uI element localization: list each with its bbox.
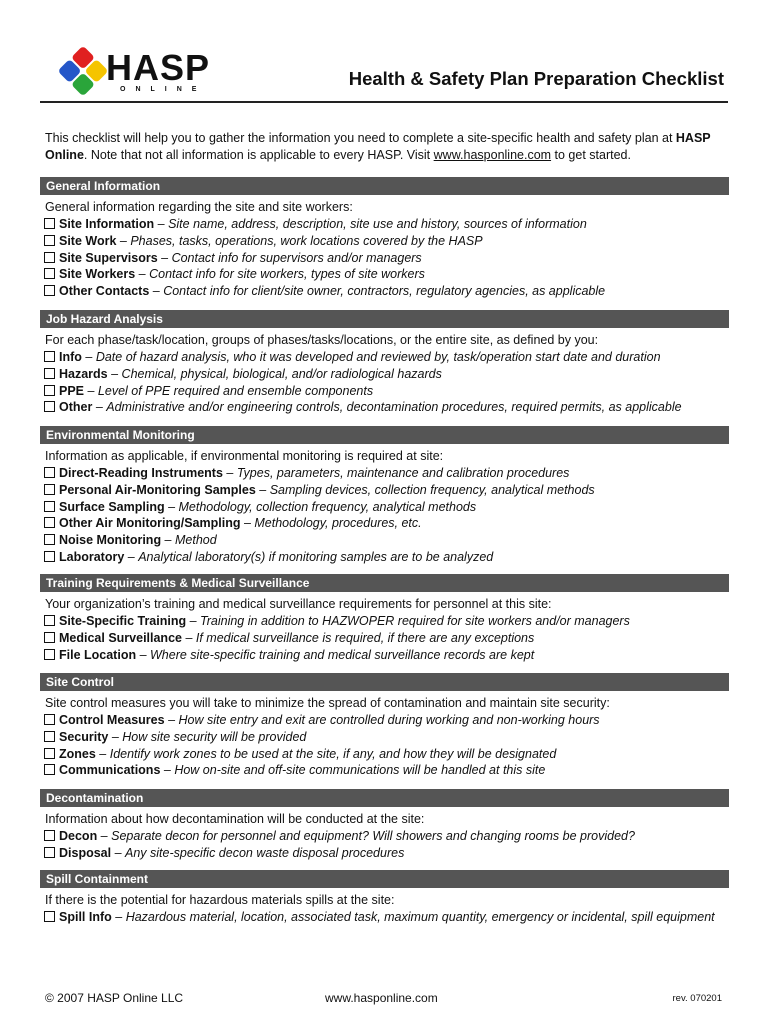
section-header: Decontamination [40,789,729,807]
section [40,789,729,862]
item-description: Contact info for site workers, types of site workers [149,267,425,282]
checkbox[interactable] [44,714,55,725]
checklist-item [40,366,729,383]
checklist-item [40,712,729,729]
item-label: Disposal [59,845,112,860]
section-lead: Site control measures you will take to minimize the spread of contamination and maintain site security: [45,696,610,710]
checklist-item [40,499,729,516]
checklist-item [40,828,729,845]
checklist-item [40,549,729,566]
dash-separator: – [157,250,172,265]
dash-separator: – [92,400,107,415]
checkbox[interactable] [44,252,55,263]
item-description: Method [174,533,217,548]
section [40,574,729,663]
checklist-item [40,613,729,630]
item-label: Direct-Reading Instruments [59,466,223,480]
section [40,870,729,926]
item-label: Communications [59,763,161,778]
intro-text-2: . Note that not all information is applicable to every HASP. Visit [83,148,434,162]
item-label: Control Measures [59,713,165,727]
checkbox[interactable] [44,484,55,495]
dash-separator: – [240,516,255,531]
item-label: File Location [59,647,137,662]
intro-text-1: This checklist will help you to gather the information you need to complete a site-specific health and safety plan at [45,131,676,145]
item-label: Security [59,729,109,744]
item-label: Medical Surveillance [59,630,182,645]
item-description: Types, parameters, maintenance and calibration procedures [236,466,570,480]
checklist-item [40,266,729,283]
dash-separator: – [222,466,237,480]
item-label: Site Supervisors [59,250,158,265]
section-header: Environmental Monitoring [40,426,729,444]
checklist-item [40,283,729,300]
dash-separator: – [149,284,164,299]
checklist-item [40,845,729,862]
section [40,310,729,416]
item-description: Identify work zones to be used at the site, if any, and how they will be designated [109,746,557,761]
item-label: Personal Air-Monitoring Samples [59,482,256,497]
section-header: Training Requirements & Medical Surveillance [40,574,729,592]
item-description: Methodology, collection frequency, analytical methods [178,499,477,514]
checkbox[interactable] [44,615,55,626]
checkbox[interactable] [44,285,55,296]
intro-text-3: to get started. [551,148,631,162]
checkbox[interactable] [44,351,55,362]
header-divider [40,101,728,103]
checkbox[interactable] [44,467,55,478]
checkbox[interactable] [44,731,55,742]
item-description: How on-site and off-site communications will be handled at this site [174,763,546,778]
dash-separator: – [116,233,131,248]
checkbox[interactable] [44,401,55,412]
item-label: Other Air Monitoring/Sampling [59,516,241,531]
footer-copyright: © 2007 HASP Online LLC [45,991,184,1005]
item-description: Any site-specific decon waste disposal procedures [125,845,405,860]
checkbox[interactable] [44,551,55,562]
dash-separator: – [81,350,96,364]
item-description: Phases, tasks, operations, work locations covered by the HASP [130,233,483,248]
checkbox[interactable] [44,847,55,858]
dash-separator: – [111,910,126,924]
section-header: Job Hazard Analysis [40,310,729,328]
checklist-item [40,383,729,400]
dash-separator: – [107,366,122,381]
checkbox[interactable] [44,517,55,528]
item-label: Zones [59,746,96,761]
item-description: Administrative and/or engineering controls, decontamination procedures, required permits, as applicable [106,400,682,415]
checklist-item [40,465,729,482]
dash-separator: – [84,383,98,398]
checklist-item [40,515,729,532]
checkbox[interactable] [44,501,55,512]
item-description: If medical surveillance is required, if there are any exceptions [195,630,535,645]
section-lead: Information about how decontamination will be conducted at the site: [45,812,425,826]
checkbox[interactable] [44,235,55,246]
dash-separator: – [154,217,169,231]
checklist-item [40,729,729,746]
checkbox[interactable] [44,218,55,229]
section-header: Spill Containment [40,870,729,888]
item-description: Hazardous material, location, associated task, maximum quantity, emergency or incidental, spill equipment [125,910,715,924]
item-description: Where site-specific training and medical surveillance records are kept [150,647,535,662]
checkbox[interactable] [44,649,55,660]
page-title: Health & Safety Plan Preparation Checklist [348,68,724,89]
item-description: Separate decon for personnel and equipment? Will showers and changing rooms be provided? [111,829,635,843]
item-label: Spill Info [59,910,112,924]
item-description: Site name, address, description, site use and history, sources of information [168,217,587,231]
item-label: Info [59,350,82,364]
item-label: Other [59,400,93,415]
checkbox[interactable] [44,764,55,775]
section-lead: If there is the potential for hazardous materials spills at the site: [45,893,395,907]
checklist-item [40,399,729,416]
dash-separator: – [160,763,175,778]
diamond-logo-icon [56,44,110,98]
item-label: Site Workers [59,267,136,282]
section [40,177,729,300]
section-lead: Your organization’s training and medical surveillance requirements for personnel at this site: [45,597,552,611]
checklist-item [40,482,729,499]
item-description: Analytical laboratory(s) if monitoring samples are to be analyzed [138,549,494,564]
checklist-item [40,250,729,267]
section-header: General Information [40,177,729,195]
item-description: Methodology, procedures, etc. [254,516,422,531]
dash-separator: – [161,533,175,548]
item-label: Surface Sampling [59,499,165,514]
dash-separator: – [97,829,112,843]
item-label: PPE [59,383,85,398]
item-description: Contact info for supervisors and/or managers [171,250,422,265]
section-lead: General information regarding the site and site workers: [45,200,353,214]
hasponline-link[interactable]: www.hasponline.com [433,148,552,162]
item-description: Sampling devices, collection frequency, analytical methods [269,482,595,497]
checkbox[interactable] [44,911,55,922]
item-description: Chemical, physical, biological, and/or radiological hazards [121,366,442,381]
checklist-item [40,532,729,549]
item-label: Hazards [59,366,108,381]
dash-separator: – [124,549,139,564]
item-description: Training in addition to HAZWOPER required for site workers and/or managers [200,614,630,628]
checklist-item [40,349,729,366]
header [40,38,728,102]
footer-revision: rev. 070201 [672,993,722,1004]
item-label: Site Information [59,217,155,231]
section-lead: For each phase/task/location, groups of phases/tasks/locations, or the entire site, as defined by you: [45,333,599,347]
item-description: Date of hazard analysis, who it was developed and reviewed by, task/operation start date and duration [95,350,661,364]
item-description: Contact info for client/site owner, contractors, regulatory agencies, as applicable [163,284,606,299]
dash-separator: – [164,713,179,727]
checklist-item [40,647,729,664]
checklist-item [40,746,729,763]
section [40,673,729,779]
checklist-item [40,233,729,250]
checkbox[interactable] [44,268,55,279]
item-description: How site entry and exit are controlled during working and non-working hours [178,713,600,727]
intro-bold: HASP Online [45,131,711,162]
checkbox[interactable] [44,830,55,841]
dash-separator: – [164,499,179,514]
checklist-item [40,630,729,647]
dash-separator: – [255,482,270,497]
logo-wordmark: HASP [106,47,211,88]
dash-separator: – [108,729,123,744]
item-label: Other Contacts [59,284,150,299]
item-label: Site-Specific Training [59,614,187,628]
item-label: Laboratory [59,549,125,564]
checkbox[interactable] [44,632,55,643]
dash-separator: – [95,746,110,761]
intro-paragraph [45,130,725,164]
footer-url[interactable]: www.hasponline.com [325,991,438,1005]
dash-separator: – [136,647,150,662]
checkbox[interactable] [44,534,55,545]
item-label: Site Work [59,233,117,248]
dash-separator: – [181,630,196,645]
checklist-item [40,216,729,233]
item-label: Noise Monitoring [59,533,162,548]
section-lead: Information as applicable, if environmental monitoring is required at site: [45,449,444,463]
logo-subtitle: ONLINE [120,86,207,93]
dash-separator: – [135,267,150,282]
section-header: Site Control [40,673,729,691]
dash-separator: – [111,845,126,860]
checkbox[interactable] [44,748,55,759]
dash-separator: – [186,614,201,628]
checklist-item [40,762,729,779]
checklist-item [40,909,729,926]
item-description: Level of PPE required and ensemble components [97,383,374,398]
checkbox[interactable] [44,368,55,379]
item-description: How site security will be provided [122,729,307,744]
hasp-logo [56,44,211,94]
section [40,426,729,566]
item-label: Decon [59,829,98,843]
checkbox[interactable] [44,385,55,396]
